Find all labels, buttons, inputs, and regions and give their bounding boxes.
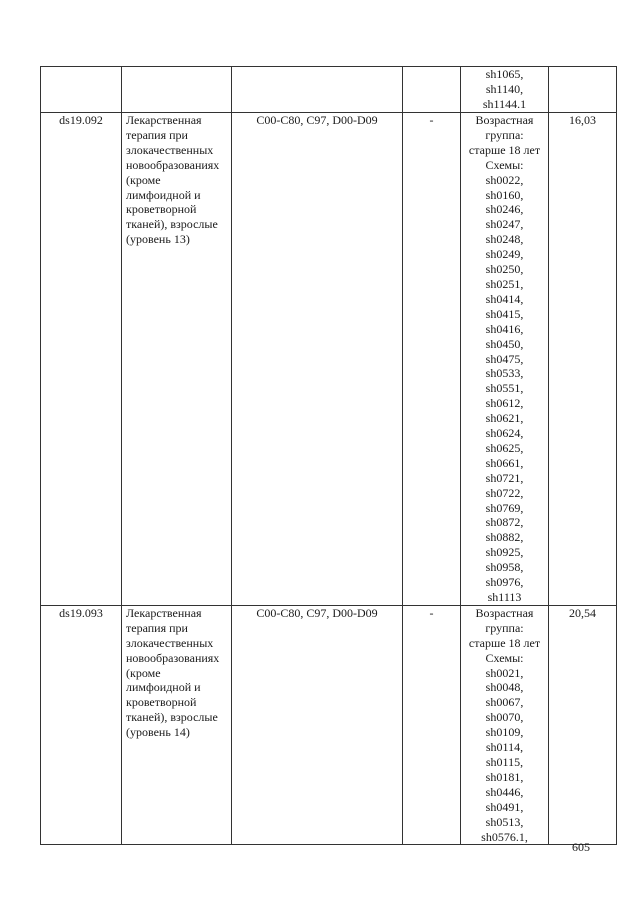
cell-line: лимфоидной и <box>126 187 201 202</box>
cell-line: sh0621, <box>485 411 524 426</box>
cell-line: sh0160, <box>485 187 524 202</box>
code-cell <box>41 67 122 113</box>
cell-line: кроветворной <box>126 695 197 710</box>
cell-line: Схемы: <box>485 157 524 172</box>
cell-line: Лекарственная <box>126 605 202 620</box>
cell-line: sh0722, <box>485 485 524 500</box>
cell-line: sh0625, <box>485 440 524 455</box>
cell-line: sh0450, <box>485 336 524 351</box>
cell-line: sh0248, <box>485 232 524 247</box>
criteria-cell <box>461 605 549 845</box>
icd-cell: C00-C80, C97, D00-D09 <box>232 605 403 845</box>
cell-line: sh0067, <box>485 695 524 710</box>
cell-line: sh0976, <box>485 575 524 590</box>
cell-line: sh0115, <box>485 754 524 769</box>
table-row <box>41 113 617 606</box>
name-cell <box>122 113 232 606</box>
cell-line: sh0250, <box>485 262 524 277</box>
criteria-cell <box>461 67 549 113</box>
cell-line: sh0769, <box>485 500 524 515</box>
cell-line: sh0576.1, <box>481 829 528 844</box>
dash-cell: - <box>403 113 461 606</box>
coefficient-cell <box>549 67 617 113</box>
table-row <box>41 605 617 845</box>
cell-line: sh0475, <box>485 351 524 366</box>
table-row <box>41 67 617 113</box>
cell-line: sh0181, <box>485 769 524 784</box>
dash-cell: - <box>403 605 461 845</box>
cell-line: (кроме <box>126 665 161 680</box>
coefficient-cell: 20,54 <box>549 605 617 845</box>
cell-line: новообразованиях <box>126 650 220 665</box>
cell-line: sh0021, <box>485 665 524 680</box>
dash-cell <box>403 67 461 113</box>
cell-line: (кроме <box>126 172 161 187</box>
cell-line: группа: <box>485 620 524 635</box>
cell-line: (уровень 14) <box>126 725 190 740</box>
cell-line: sh0246, <box>485 202 524 217</box>
cell-line: лимфоидной и <box>126 680 201 695</box>
cell-line: sh0533, <box>485 366 524 381</box>
cell-line: Возрастная <box>475 113 534 127</box>
cell-line: sh0612, <box>485 396 524 411</box>
cell-line: sh0415, <box>485 306 524 321</box>
table-body <box>41 67 617 845</box>
cell-line: sh0721, <box>485 470 524 485</box>
cell-line: новообразованиях <box>126 157 220 172</box>
cell-line: sh1113 <box>487 590 522 604</box>
cell-line: sh0872, <box>485 515 524 530</box>
criteria-cell <box>461 113 549 606</box>
cell-line: sh0513, <box>485 814 524 829</box>
cell-line: sh1140, <box>485 81 524 96</box>
cell-line: sh0882, <box>485 530 524 545</box>
tariff-table <box>40 66 617 845</box>
cell-line: кроветворной <box>126 202 197 217</box>
cell-line: sh0048, <box>485 680 524 695</box>
code-cell: ds19.092 <box>41 113 122 606</box>
cell-line: Возрастная <box>475 605 534 620</box>
cell-line: (уровень 13) <box>126 232 190 247</box>
cell-line: sh1144.1 <box>482 96 527 111</box>
cell-line: Схемы: <box>485 650 524 665</box>
cell-line: терапия при <box>126 620 188 635</box>
cell-line: sh0109, <box>485 725 524 740</box>
cell-line: sh0114, <box>485 740 524 755</box>
cell-line: злокачественных <box>126 142 214 157</box>
cell-line: злокачественных <box>126 635 214 650</box>
name-cell <box>122 605 232 845</box>
cell-line: старше 18 лет <box>468 635 541 650</box>
cell-line: sh0958, <box>485 560 524 575</box>
cell-line: sh0247, <box>485 217 524 232</box>
cell-line: sh0925, <box>485 545 524 560</box>
cell-line: sh0251, <box>485 276 524 291</box>
cell-line: sh0416, <box>485 321 524 336</box>
icd-cell <box>232 67 403 113</box>
cell-line: терапия при <box>126 127 188 142</box>
cell-line: sh0661, <box>485 455 524 470</box>
name-cell <box>122 67 232 113</box>
cell-line: старше 18 лет <box>468 142 541 157</box>
cell-line: Лекарственная <box>126 113 202 127</box>
cell-line: sh0491, <box>485 799 524 814</box>
cell-line: sh0070, <box>485 710 524 725</box>
cell-line: sh1065, <box>485 67 524 81</box>
cell-line: тканей), взрослые <box>126 217 218 232</box>
cell-line: sh0249, <box>485 247 524 262</box>
cell-line: sh0446, <box>485 784 524 799</box>
cell-line: sh0414, <box>485 291 524 306</box>
code-cell: ds19.093 <box>41 605 122 845</box>
cell-line: тканей), взрослые <box>126 710 218 725</box>
coefficient-cell: 16,03 <box>549 113 617 606</box>
cell-line: группа: <box>485 127 524 142</box>
page-number: 605 <box>572 840 590 854</box>
cell-line: sh0624, <box>485 426 524 441</box>
icd-cell: C00-C80, C97, D00-D09 <box>232 113 403 606</box>
cell-line: sh0022, <box>485 172 524 187</box>
cell-line: sh0551, <box>485 381 524 396</box>
